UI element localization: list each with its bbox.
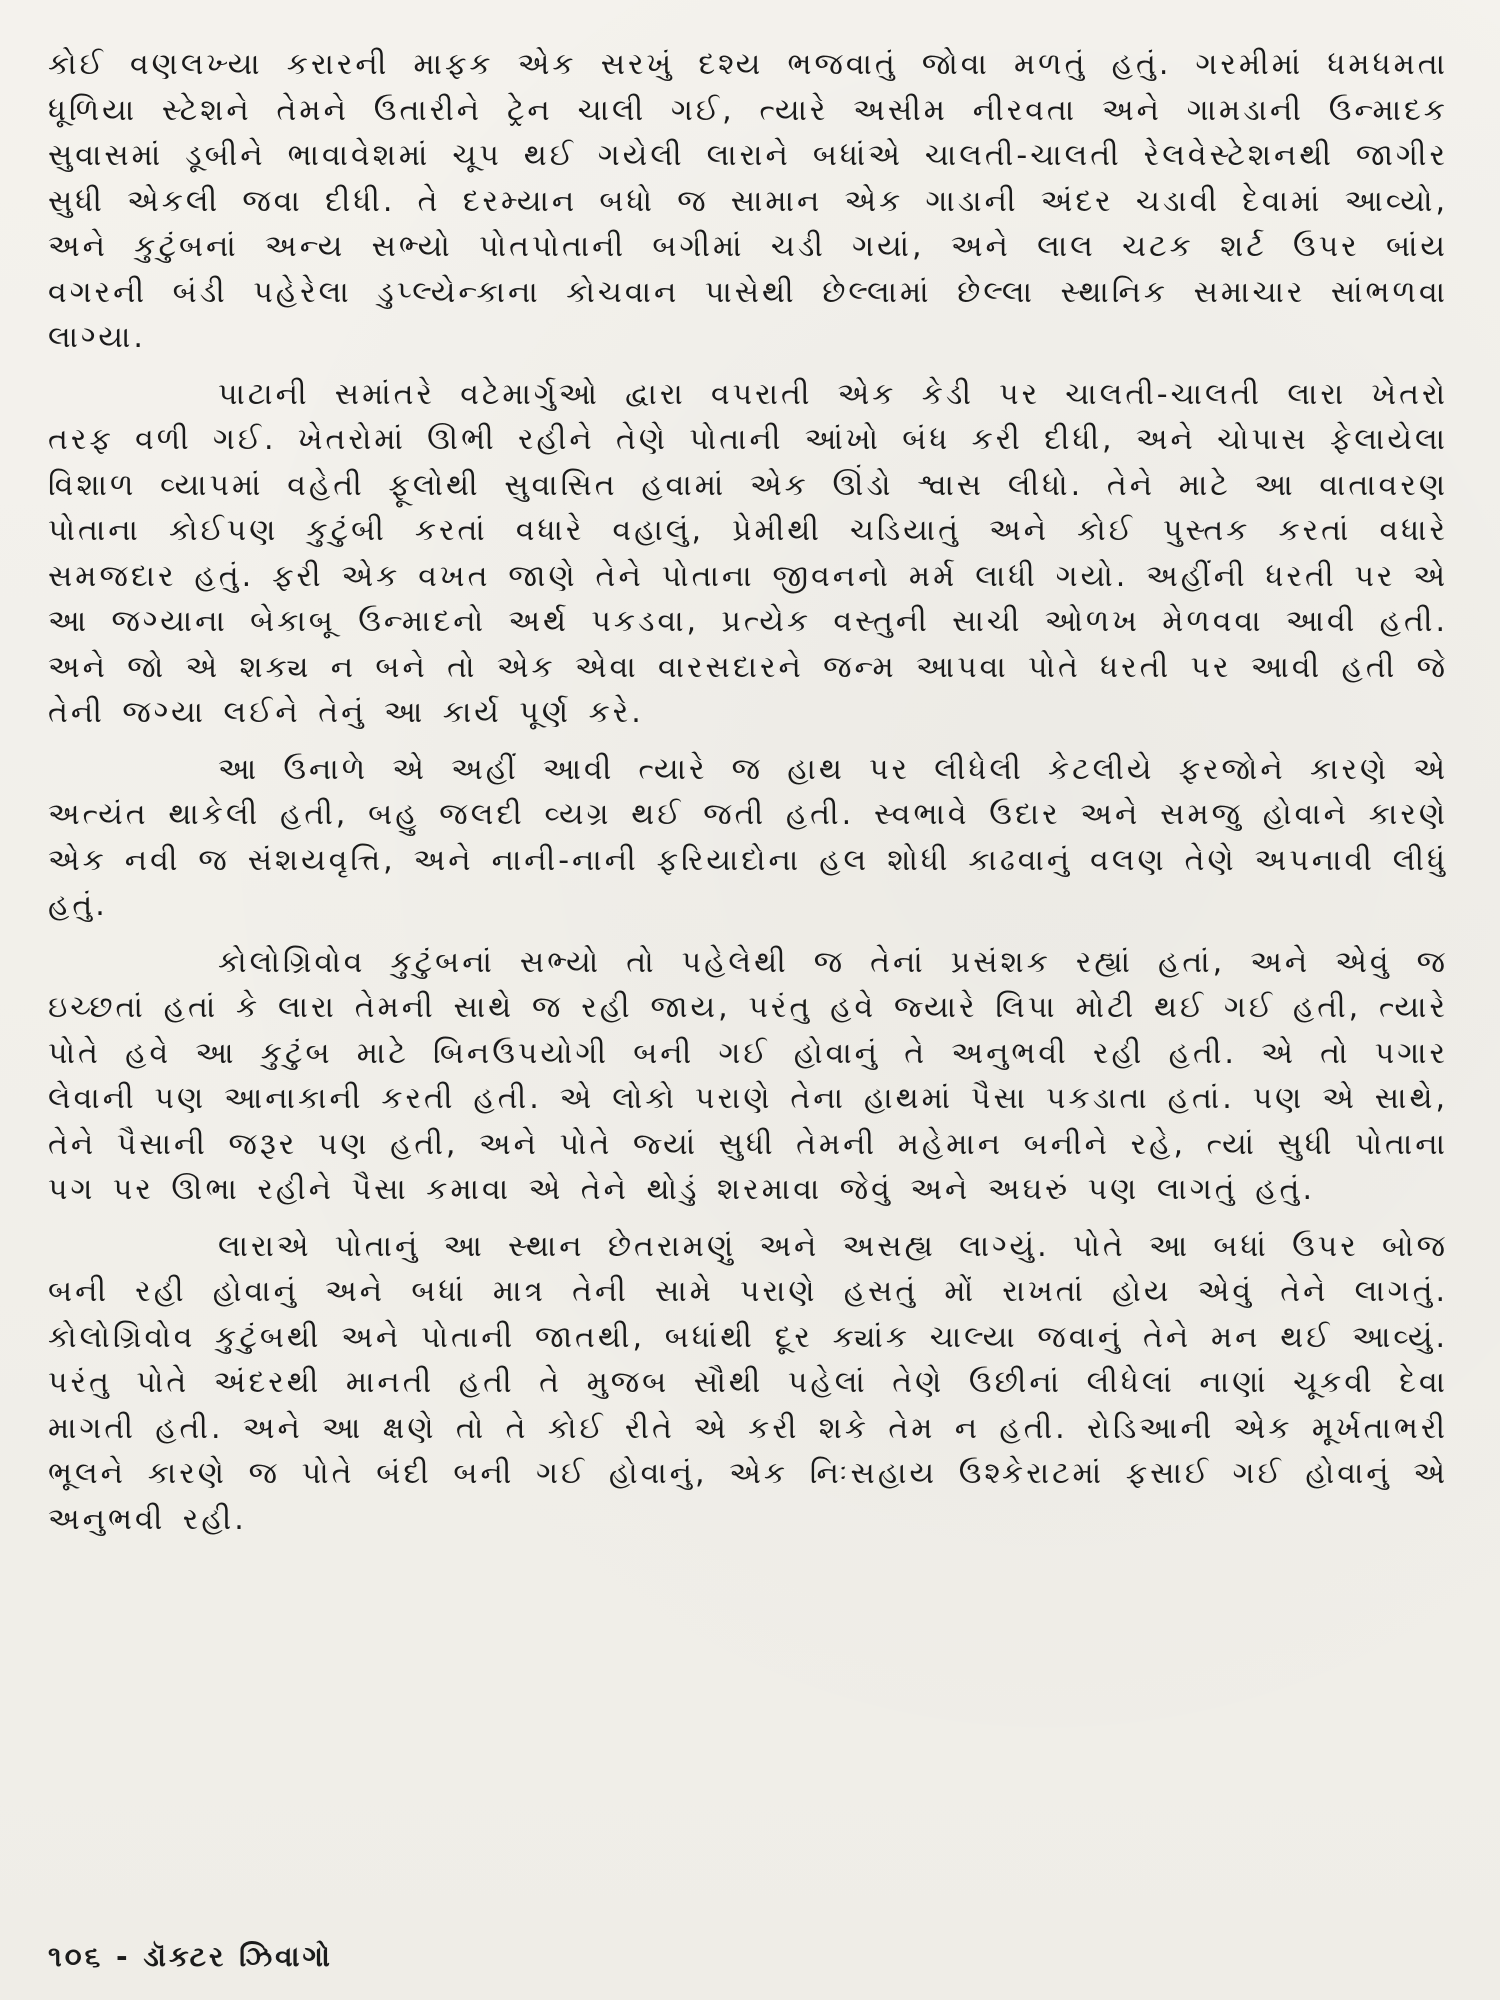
- body-text: [48, 42, 1448, 1542]
- page-footer: [48, 1940, 333, 1974]
- paragraph-3: આ ઉનાળે એ અહીં આવી ત્યારે જ હાથ પર લીધેલી કેટલીયે ફરજોને કારણે એ અત્યંત થાકેલી હતી, બહુ જલદી વ્યગ્ર થઈ જતી હતી. સ્વભાવે ઉદાર અને સમજુ હોવાને કારણે એક નવી જ સંશયવૃત્તિ, અને નાની-નાની ફરિયાદોના હલ શોધી કાઢવાનું વલણ તેણે અપનાવી લીધું હતું.: [48, 751, 1448, 923]
- page-number: ૧૦૬: [48, 1940, 104, 1973]
- footer-separator: -: [116, 1940, 131, 1973]
- paragraph-5: લારાએ પોતાનું આ સ્થાન છેતરામણું અને અસહ્ય લાગ્યું. પોતે આ બધાં ઉપર બોજ બની રહી હોવાનું અને બધાં માત્ર તેની સામે પરાણે હસતું મોં રાખતાં હોય એવું તેને લાગતું. કોલોગ્રિવોવ કુટુંબથી અને પોતાની જાતથી, બધાંથી દૂર ક્યાંક ચાલ્યા જવાનું તેને મન થઈ આવ્યું. પરંતુ પોતે અંદરથી માનતી હતી તે મુજબ સૌથી પહેલાં તેણે ઉછીનાં લીધેલાં નાણાં ચૂકવી દેવા માગતી હતી. અને આ ક્ષણે તો તે કોઈ રીતે એ કરી શકે તેમ ન હતી. રોડિઆની એક મૂર્ખતાભરી ભૂલને કારણે જ પોતે બંદી બની ગઈ હોવાનું, એક નિઃસહાય ઉશ્કેરાટમાં ફસાઈ ગઈ હોવાનું એ અનુભવી રહી.: [48, 1228, 1448, 1537]
- paragraph-1: કોઈ વણલખ્યા કરારની માફક એક સરખું દશ્ય ભજવાતું જોવા મળતું હતું. ગરમીમાં ધમધમતા ધૂળિયા સ્ટેશને તેમને ઉતારીને ટ્રેન ચાલી ગઈ, ત્યારે અસીમ નીરવતા અને ગામડાની ઉન્માદક સુવાસમાં ડૂબીને ભાવાવેશમાં ચૂપ થઈ ગયેલી લારાને બધાંએ ચાલતી-ચાલતી રેલવેસ્ટેશનથી જાગીર સુધી એકલી જવા દીધી. તે દરમ્યાન બધો જ સામાન એક ગાડાની અંદર ચડાવી દેવામાં આવ્યો, અને કુટુંબનાં અન્ય સભ્યો પોતપોતાની બગીમાં ચડી ગયાં, અને લાલ ચટક શર્ટ ઉપર બાંય વગરની બંડી પહેરેલા ડુપ્લ્યેન્કાના કોચવાન પાસેથી છેલ્લામાં છેલ્લા સ્થાનિક સમાચાર સાંભળવા લાગ્યા.: [48, 47, 1448, 355]
- paragraph-4: કોલોગ્રિવોવ કુટુંબનાં સભ્યો તો પહેલેથી જ તેનાં પ્રસંશક રહ્યાં હતાં, અને એવું જ ઇચ્છતાં હતાં કે લારા તેમની સાથે જ રહી જાય, પરંતુ હવે જ્યારે લિપા મોટી થઈ ગઈ હતી, ત્યારે પોતે હવે આ કુટુંબ માટે બિનઉપયોગી બની ગઈ હોવાનું તે અનુભવી રહી હતી. એ તો પગાર લેવાની પણ આનાકાની કરતી હતી. એ લોકો પરાણે તેના હાથમાં પૈસા પકડાતા હતાં. પણ એ સાથે, તેને પૈસાની જરૂર પણ હતી, અને પોતે જ્યાં સુધી તેમની મહેમાન બનીને રહે, ત્યાં સુધી પોતાના પગ પર ઊભા રહીને પૈસા કમાવા એ તેને થોડું શરમાવા જેવું અને અઘરું પણ લાગતું હતું.: [48, 944, 1449, 1207]
- paragraph-2: પાટાની સમાંતરે વટેમાર્ગુઓ દ્વારા વપરાતી એક કેડી પર ચાલતી-ચાલતી લારા ખેતરો તરફ વળી ગઈ. ખેતરોમાં ઊભી રહીને તેણે પોતાની આંખો બંધ કરી દીધી, અને ચોપાસ ફેલાયેલા વિશાળ વ્યાપમાં વહેતી ફૂલોથી સુવાસિત હવામાં એક ઊંડો શ્વાસ લીધો. તેને માટે આ વાતાવરણ પોતાના કોઈપણ કુટુંબી કરતાં વધારે વહાલું, પ્રેમીથી ચડિયાતું અને કોઈ પુસ્તક કરતાં વધારે સમજદાર હતું. ફરી એક વખત જાણે તેને પોતાના જીવનનો મર્મ લાધી ગયો. અહીંની ધરતી પર એ આ જગ્યાના બેકાબૂ ઉન્માદનો અર્થ પકડવા, પ્રત્યેક વસ્તુની સાચી ઓળખ મેળવવા આવી હતી. અને જો એ શક્ય ન બને તો એક એવા વારસદારને જન્મ આપવા પોતે ધરતી પર આવી હતી જે તેની જગ્યા લઈને તેનું આ કાર્ય પૂર્ણ કરે.: [48, 376, 1448, 730]
- book-title: ડૉક્ટર ઝિવાગો: [143, 1940, 333, 1973]
